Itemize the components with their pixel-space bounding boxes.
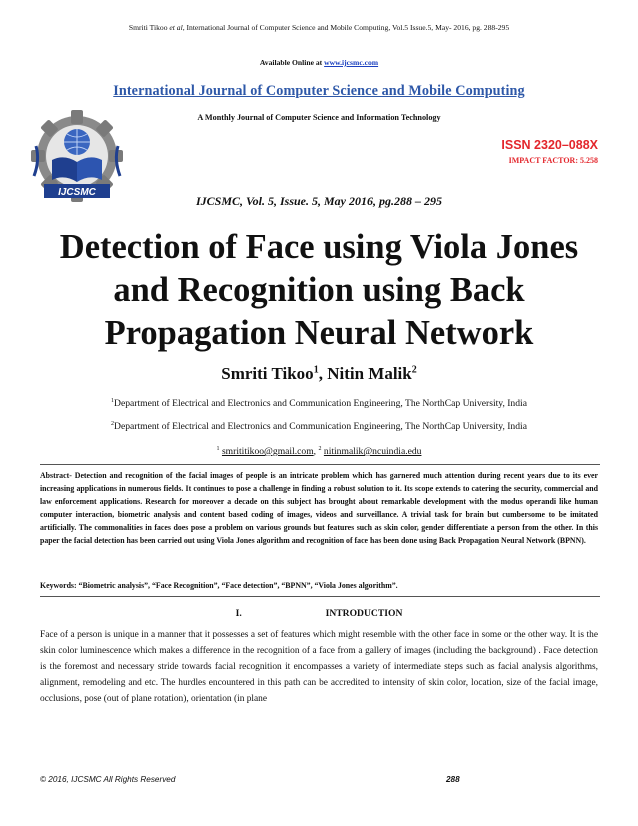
email-2-sup: 2 — [318, 446, 322, 452]
email-1-link[interactable]: smrititikoo@gmail.com — [221, 446, 314, 458]
affiliation-2-text: Department of Electrical and Electronics and Communication Engineering, The NorthCap University, India — [114, 421, 527, 433]
abstract: Abstract- Detection and recognition of the facial images of people is an intricate problem which has garnered much attention during recent years due to its ever increasing applications in numerous fields. It continues to pose a challenge in finding a robust solution to it. Its scope extends to catering the security, commercial and law enforcement applications. Research for moreover a decade on this subject has brought about remarkable development with the modus operandi like human computer interaction, biometric analysis and content based coding of images, videos and surveillance. A trivial task for brain but cumbersome to be imitated artificially. The commonalities in faces does pose a problem on various grounds but features such as skin color, gender differentiate a person from the other. In this paper the facial detection has been carried out using Viola Jones algorithm and recognition of face has been done using Back Propagation Neural Network (BPNN). — [40, 471, 598, 545]
journal-subtitle: A Monthly Journal of Computer Science and Information Technology — [197, 113, 441, 122]
volume-line: IJCSMC, Vol. 5, Issue. 5, May 2016, pg.288 – 295 — [195, 194, 443, 208]
author-1: Smriti Tikoo — [221, 364, 314, 383]
section-title: INTRODUCTION — [325, 608, 403, 619]
page-number: 288 — [446, 775, 460, 784]
globe-icon — [64, 129, 90, 155]
journal-name: International Journal of Computer Science and Mobile Computing — [113, 83, 525, 99]
author-2-sup: 2 — [411, 364, 417, 376]
affiliation-2-sup: 2 — [111, 421, 115, 427]
paper-title — [0, 226, 638, 355]
section-heading — [0, 608, 638, 619]
available-label: Available Online at — [259, 58, 323, 67]
title-line-2: and Recognition using Back — [113, 271, 525, 309]
keywords: Keywords: “Biometric analysis”, “Face Recognition”, “Face detection”, “BPNN”, “Viola Jones algorithm”. — [40, 581, 398, 590]
logo-text: IJCSMC — [58, 187, 96, 198]
citation-etal: et al — [169, 23, 183, 32]
affiliation-2 — [0, 421, 638, 432]
affiliation-1 — [0, 398, 638, 409]
issn: ISSN 2320–088X — [501, 138, 598, 152]
running-header-citation — [0, 23, 638, 32]
citation-author: Smriti Tikoo — [128, 23, 168, 32]
available-online — [0, 58, 638, 67]
citation-rest: , International Journal of Computer Science and Mobile Computing, Vol.5 Issue.5, May- 2016, pg. 288-295 — [182, 23, 510, 32]
email-separator: , — [313, 446, 317, 458]
affiliation-1-sup: 1 — [111, 398, 115, 404]
author-emails — [0, 446, 638, 457]
author-1-sup: 1 — [313, 364, 319, 376]
intro-paragraph: Face of a person is unique in a manner that it possesses a set of features which might resemble with the other face in some or the other way. It is the skin color luminescence which makes a difference in the recognition of a face from a gallery of images (including the background) . Face detection is the foremost and necessary stride towards facial recognition it encompasses a variety of intermediate steps such as facial analysis algorithms, alignment, remodeling and etc. The hurdles encountered in this path can be accredited to intensity of skin color, location, size of the facial image, occlusions, pose (out of plane rotation), orientation (in plane — [40, 630, 598, 704]
email-1-sup: 1 — [216, 446, 220, 452]
title-line-3: Propagation Neural Network — [104, 314, 534, 352]
impact-factor: IMPACT FACTOR: 5.258 — [508, 156, 598, 165]
affiliation-1-text: Department of Electrical and Electronics and Communication Engineering, The NorthCap University, India — [114, 398, 527, 410]
journal-url-link[interactable]: www.ijcsmc.com — [324, 58, 379, 67]
author-separator: , — [318, 364, 328, 383]
authors — [0, 364, 638, 384]
author-2: Nitin Malik — [327, 364, 412, 383]
section-number: I. — [235, 608, 242, 619]
footer-copyright: © 2016, IJCSMC All Rights Reserved — [40, 775, 176, 784]
email-2-link[interactable]: nitinmalik@ncuindia.edu — [323, 446, 422, 458]
title-line-1: Detection of Face using Viola Jones — [59, 228, 579, 266]
